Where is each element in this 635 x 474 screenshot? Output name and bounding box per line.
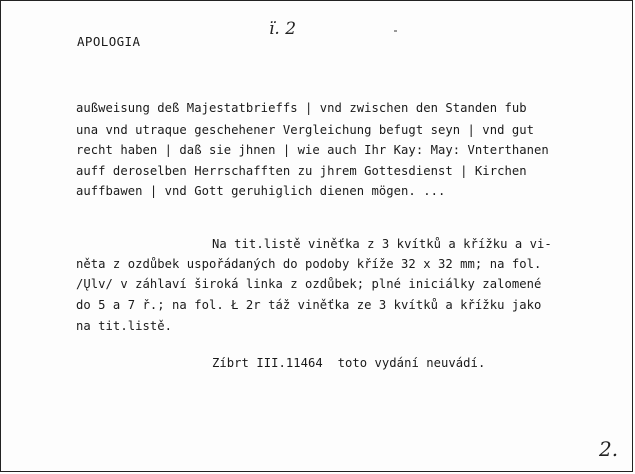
description-line: na tit.listě. — [76, 319, 173, 333]
handwritten-folio-mark: ï. 2 — [269, 19, 297, 39]
handwritten-card-number: 2. — [599, 437, 619, 461]
quote-line: auffbawen | vnd Gott geruhiglich dienen mögen. ... — [76, 184, 446, 198]
description-line: Na tit.listě viněťka z 3 kvítků a křížku a vi- — [212, 237, 552, 251]
description-line: /Ųlv/ v záhlaví široká linka z ozdůbek; plné iniciálky zalomené — [76, 277, 542, 291]
ink-speck — [394, 30, 397, 32]
quote-line: una vnd utraque geschehener Vergleichung befugt seyn | vnd gut — [76, 123, 535, 137]
bibliographic-reference: Zíbrt III.11464 toto vydání neuvádí. — [212, 356, 486, 370]
description-line: něta z ozdůbek uspořádaných do podoby kříže 32 x 32 mm; na fol. — [76, 257, 542, 271]
description-line: do 5 a 7 ř.; na fol. Ł 2r táž viněťka ze 3 kvítků a křížku jako — [76, 298, 542, 312]
quote-line: außweisung deß Majestatbrieffs | vnd zwischen den Standen fub — [76, 101, 527, 115]
card-title: APOLOGIA — [77, 34, 141, 49]
quote-line: auff deroselben Herrschafften zu jhrem Gottesdienst | Kirchen — [76, 164, 527, 178]
quote-line: recht haben | daß sie jhnen | wie auch Ihr Kay: May: Vnterthanen — [76, 143, 549, 157]
